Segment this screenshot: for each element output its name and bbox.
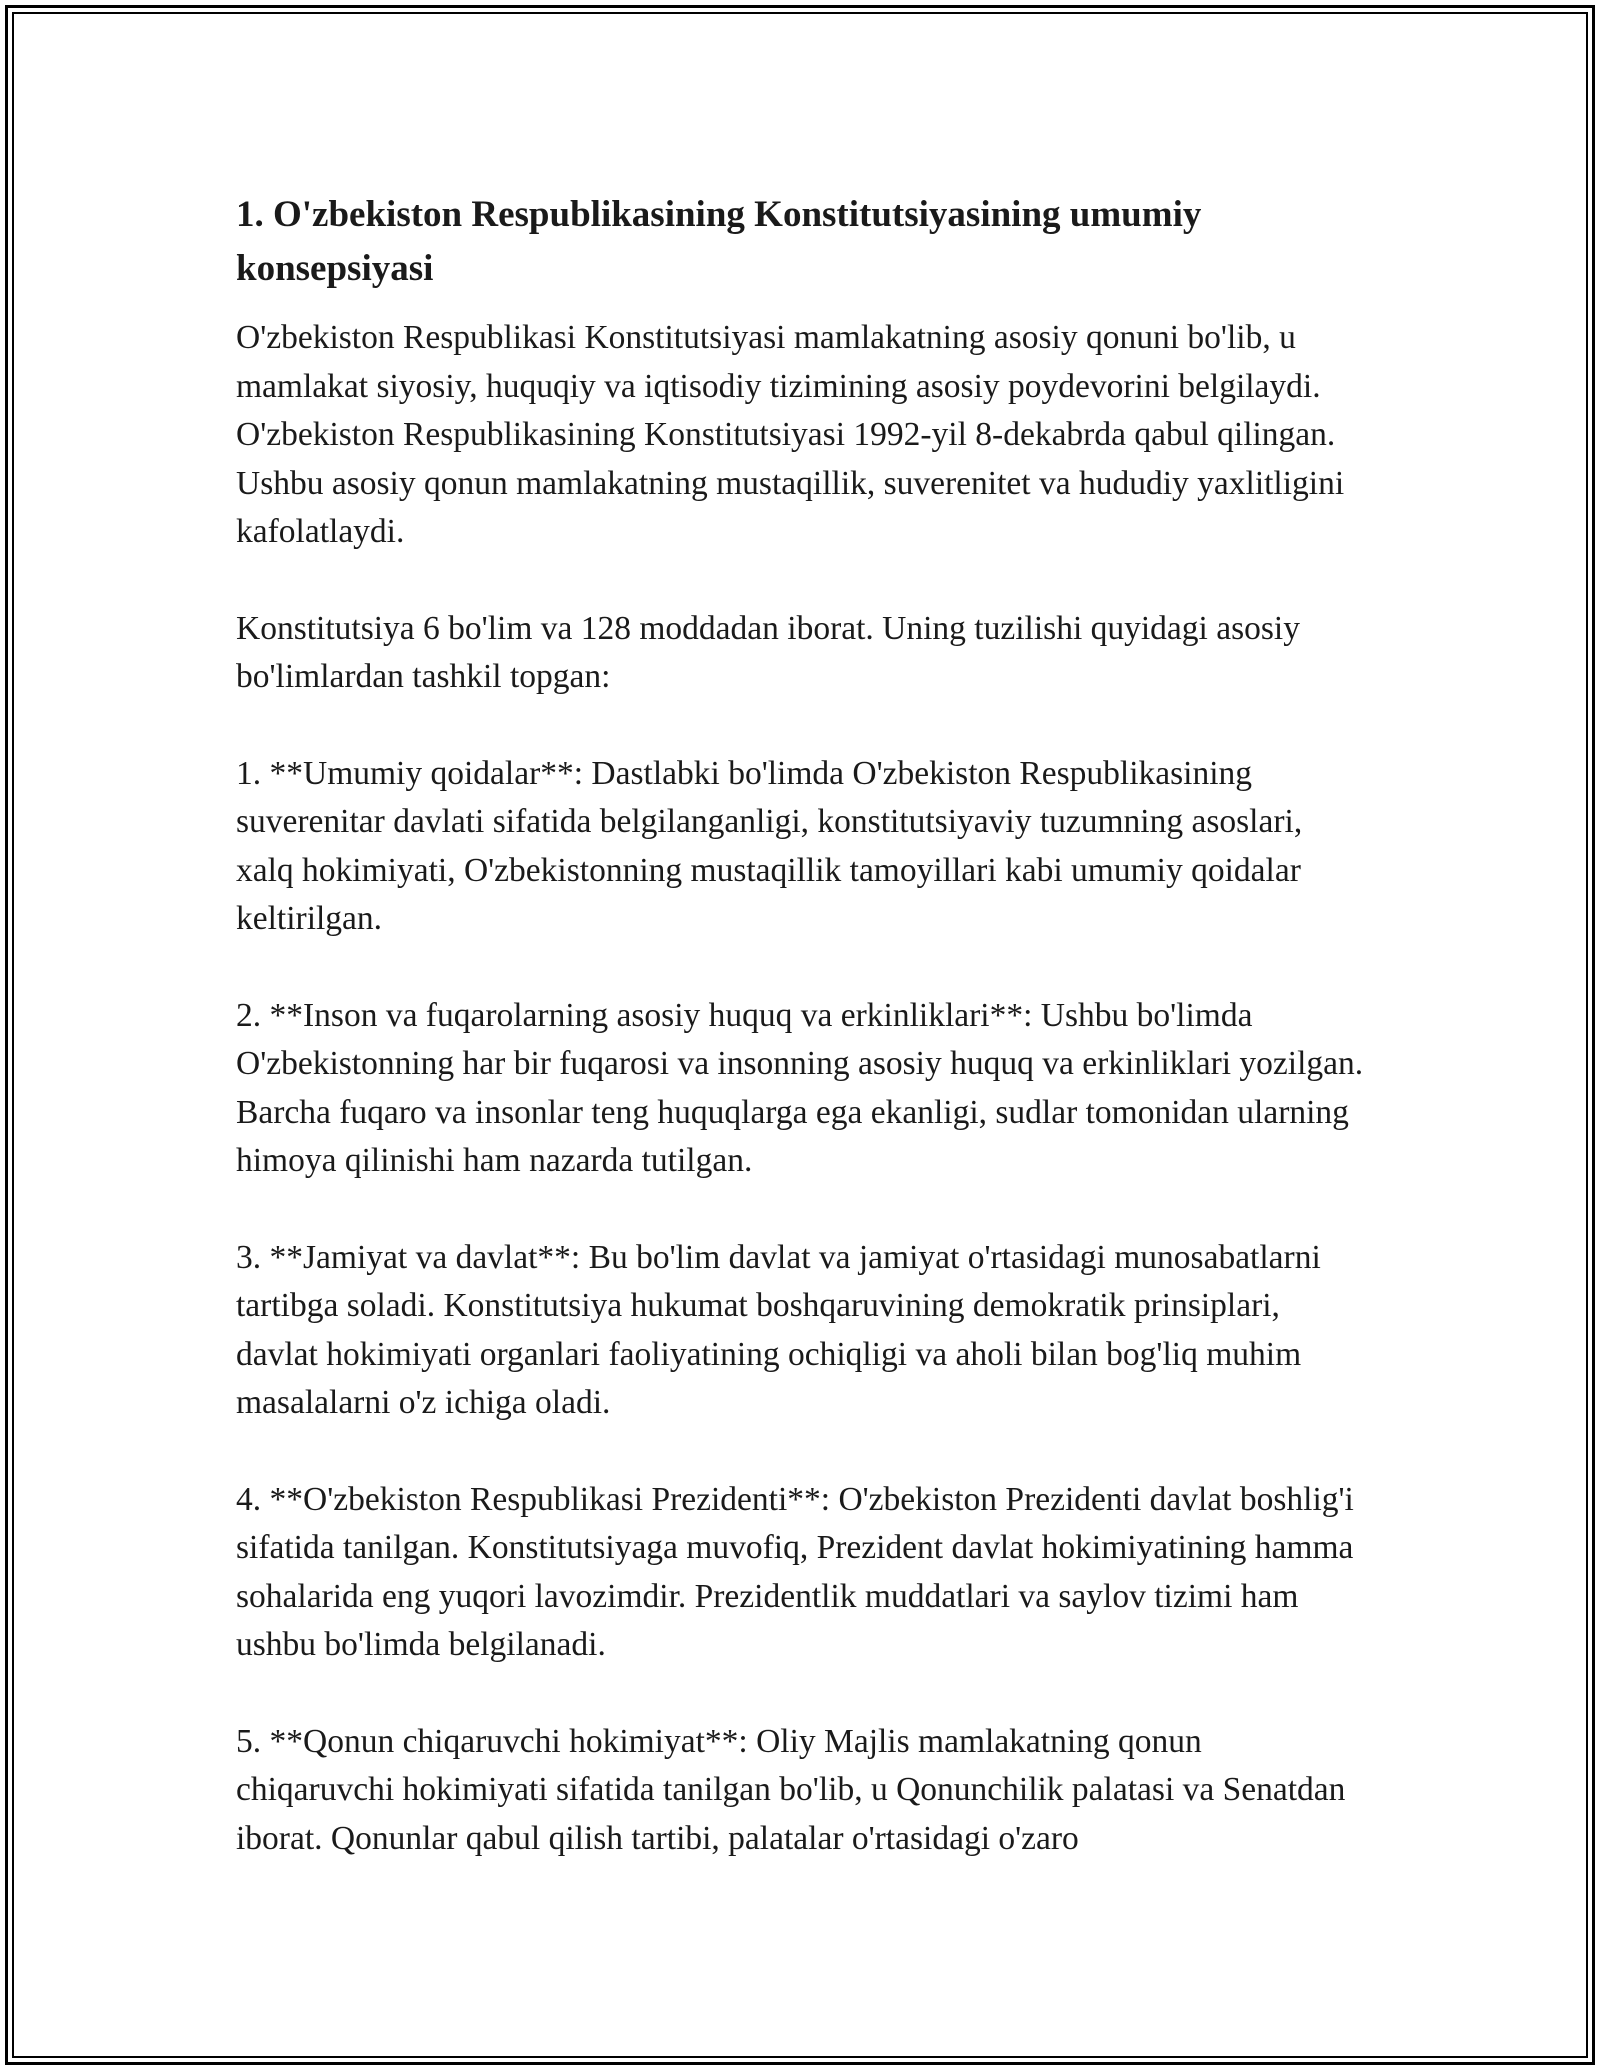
document-title: 1. O'zbekiston Respublikasining Konstitutsiyasining umumiy konsepsiyasi [236,194,1202,289]
paragraph-section-1: 1. **Umumiy qoidalar**: Dastlabki bo'limda O'zbekiston Respublikasining suverenitar davlati sifatida belgilanganligi, konstitutsiyaviy tuzumning asoslari, xalq hokimiyati, O'zbekistonning mustaqillik tamoyillari kabi umumiy qoidalar keltirilgan. [236,754,1303,937]
paragraph-section-2: 2. **Inson va fuqarolarning asosiy huquq va erkinliklari**: Ushbu bo'limda O'zbekistonning har bir fuqarosi va insonning asosiy huquq va erkinliklari yozilgan. Barcha fuqaro va insonlar teng huquqlarga ega ekanligi, sudlar tomonidan ularning himoya qilinishi ham nazarda tutilgan. [236,996,1364,1179]
paragraph-section-3: 3. **Jamiyat va davlat**: Bu bo'lim davlat va jamiyat o'rtasidagi munosabatlarni tartibga soladi. Konstitutsiya hukumat boshqaruvining demokratik prinsiplari, davlat hokimiyati organlari faoliyatining ochiqligi va aholi bilan bog'liq muhim masalalarni o'z ichiga oladi. [236,1238,1321,1421]
paragraph-structure: Konstitutsiya 6 bo'lim va 128 moddadan iborat. Uning tuzilishi quyidagi asosiy bo'limlardan tashkil topgan: [236,609,1300,695]
paragraph-section-5: 5. **Qonun chiqaruvchi hokimiyat**: Oliy Majlis mamlakatning qonun chiqaruvchi hokimiyati sifatida tanilgan bo'lib, u Qonunchilik palatasi va Senatdan iborat. Qonunlar qabul qilish tartibi, palatalar o'rtasidagi o'zaro [236,1722,1346,1857]
paragraph-intro: O'zbekiston Respublikasi Konstitutsiyasi mamlakatning asosiy qonuni bo'lib, u mamlakat siyosiy, huquqiy va iqtisodiy tizimining asosiy poydevorini belgilaydi. O'zbekiston Respublikasining Konstitutsiyasi 1992-yil 8-dekabrda qabul qilingan. Ushbu asosiy qonun mamlakatning mustaqillik, suverenitet va hududiy yaxlitligini kafolatlaydi. [236,319,1345,550]
paragraph-section-4: 4. **O'zbekiston Respublikasi Prezidenti**: O'zbekiston Prezidenti davlat boshlig'i sifatida tanilgan. Konstitutsiyaga muvofiq, Prezident davlat hokimiyatining hamma sohalarida eng yuqori lavozimdir. Prezidentlik muddatlari va saylov tizimi ham ushbu bo'limda belgilanadi. [236,1480,1354,1663]
document-body [236,188,1366,1911]
